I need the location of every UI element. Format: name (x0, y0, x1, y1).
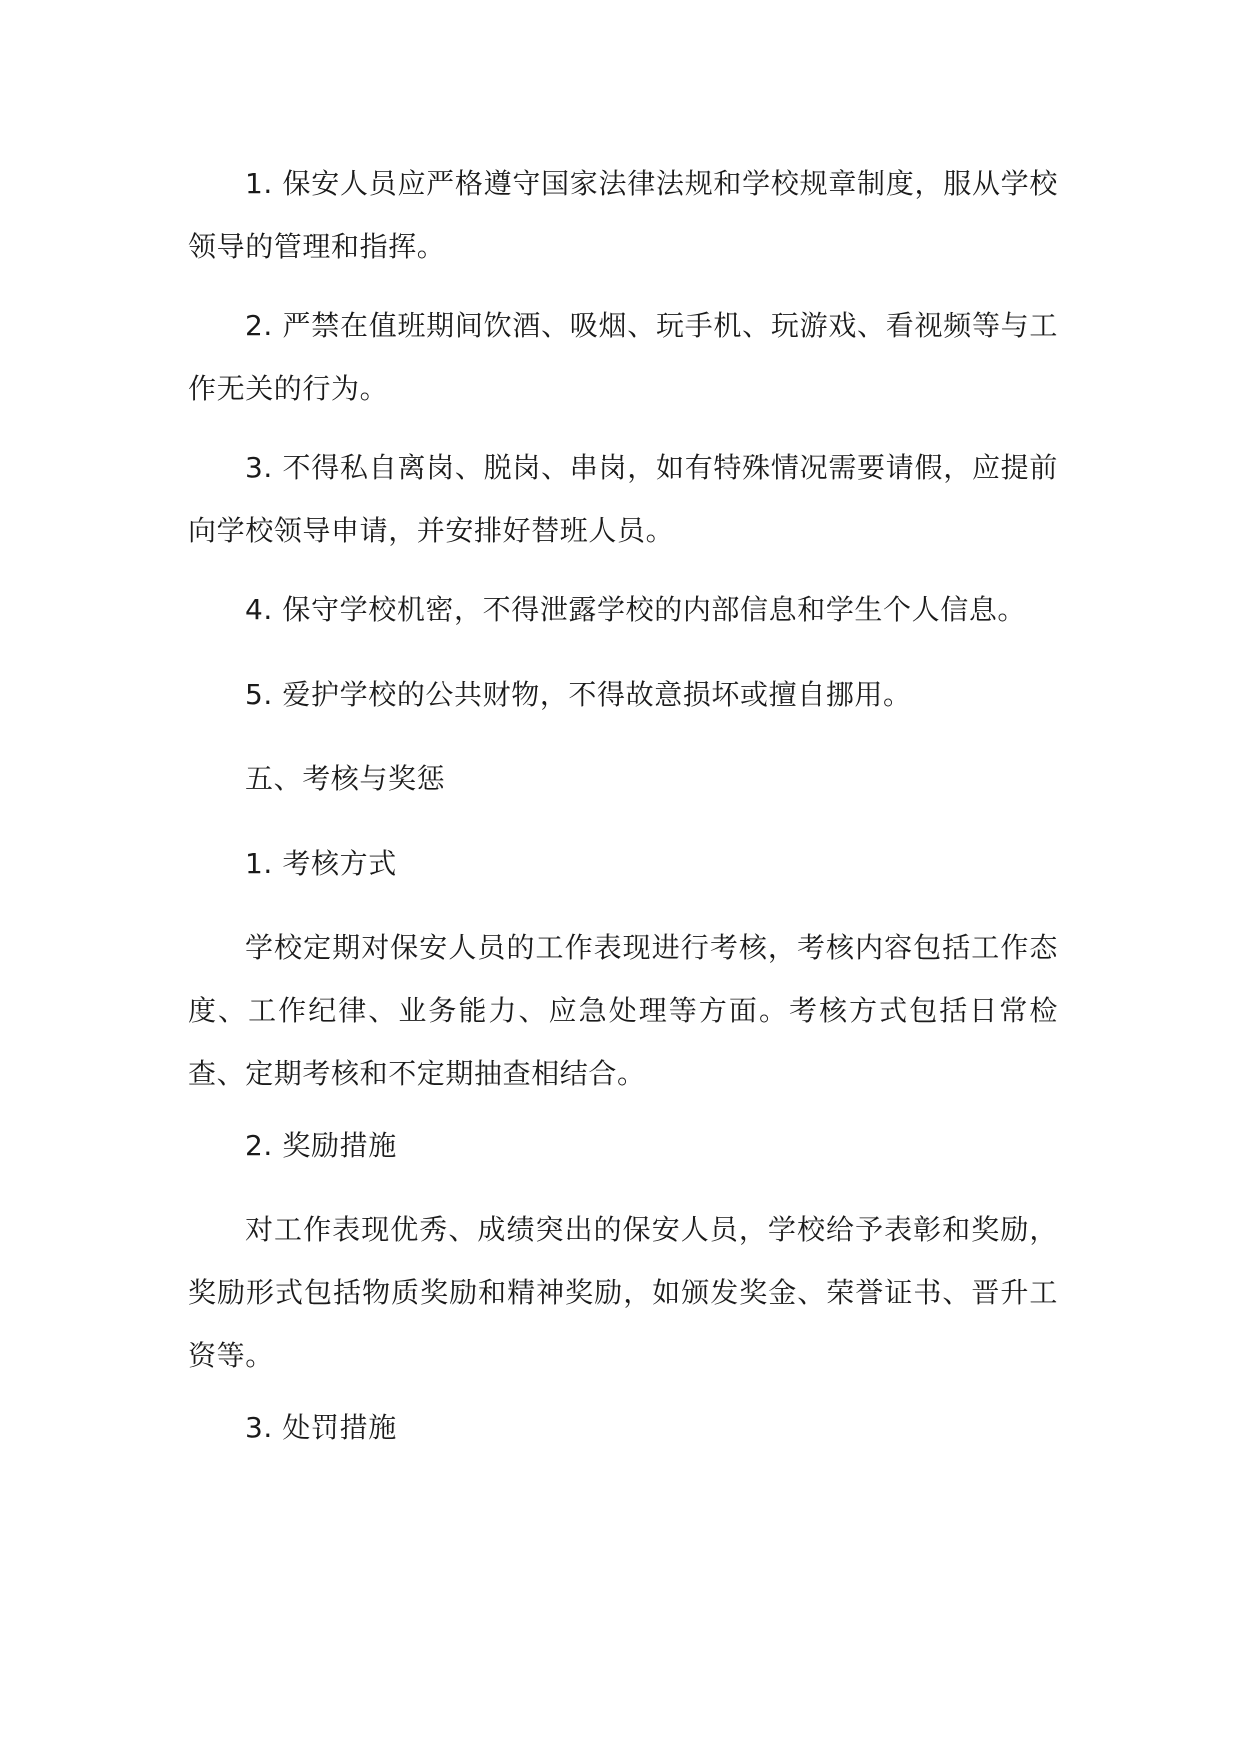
paragraph-rule-2: 2. 严禁在值班期间饮酒、吸烟、玩手机、玩游戏、看视频等与工作无关的行为。 (188, 309, 1058, 405)
subheading-assessment-method: 1. 考核方式 (245, 847, 397, 880)
paragraph-rule-1: 1. 保安人员应严格遵守国家法律法规和学校规章制度，服从学校领导的管理和指挥。 (188, 167, 1058, 263)
paragraph-rule-5: 5. 爱护学校的公共财物，不得故意损坏或擅自挪用。 (245, 678, 912, 711)
paragraph-reward-measures: 对工作表现优秀、成绩突出的保安人员，学校给予表彰和奖励，奖励形式包括物质奖励和精神奖励，如颁发奖金、荣誉证书、晋升工资等。 (188, 1213, 1058, 1372)
paragraph-assessment-method: 学校定期对保安人员的工作表现进行考核，考核内容包括工作态度、工作纪律、业务能力、应急处理等方面。考核方式包括日常检查、定期考核和不定期抽查相结合。 (188, 931, 1058, 1090)
paragraph-rule-4: 4. 保守学校机密，不得泄露学校的内部信息和学生个人信息。 (245, 593, 1027, 626)
section-heading: 五、考核与奖惩 (245, 762, 446, 795)
subheading-reward-measures: 2. 奖励措施 (245, 1129, 397, 1162)
subheading-penalty-measures: 3. 处罚措施 (245, 1411, 397, 1444)
paragraph-rule-3: 3. 不得私自离岗、脱岗、串岗，如有特殊情况需要请假，应提前向学校领导申请，并安排好替班人员。 (188, 451, 1058, 547)
